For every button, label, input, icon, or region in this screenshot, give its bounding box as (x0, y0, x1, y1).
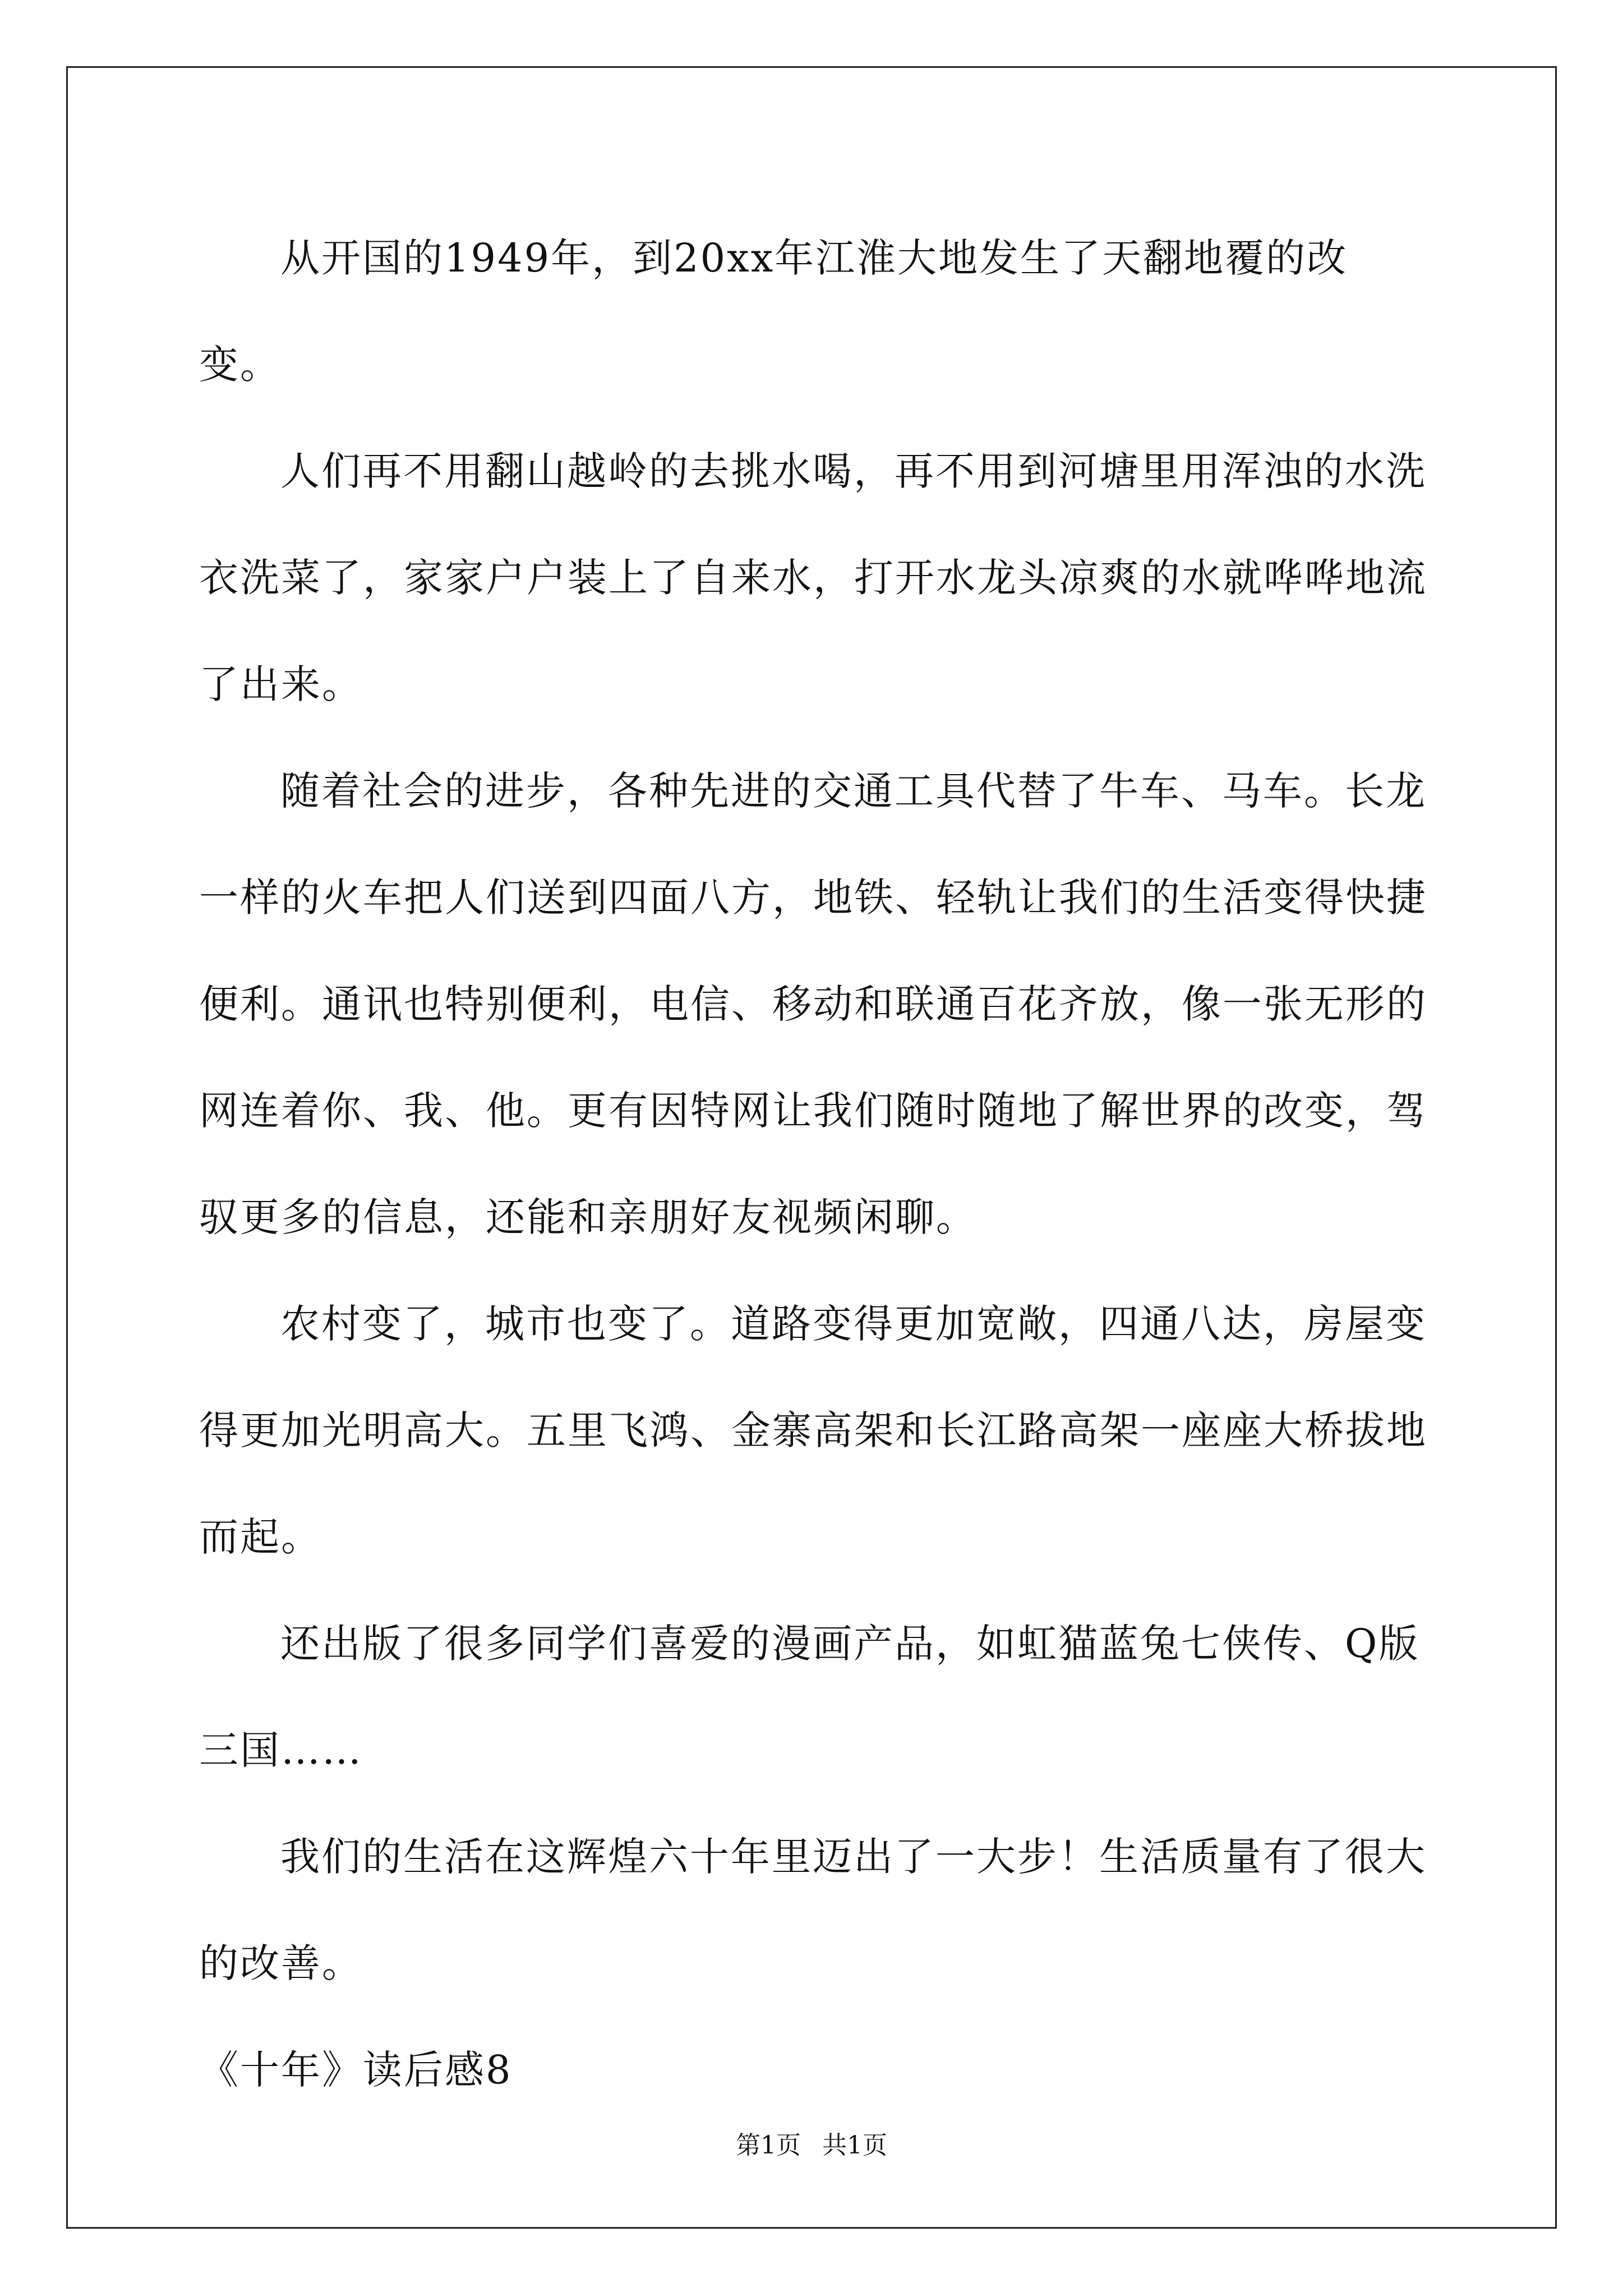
page-footer (0, 2129, 1623, 2162)
paragraph-1: 从开国的1949年，到20xx年江淮大地发生了天翻地覆的改变。 (199, 235, 1348, 388)
page-number-current: 第1页 (736, 2131, 801, 2160)
paragraph-2: 人们再不用翻山越岭的去挑水喝，再不用到河塘里用浑浊的水洗衣洗菜了，家家户户装上了自来水，打开水龙头凉爽的水就哗哗地流了出来。 (199, 448, 1427, 707)
paragraph-5: 还出版了很多同学们喜爱的漫画产品，如虹猫蓝兔七侠传、Q版三国…… (199, 1621, 1420, 1773)
paragraph-4: 农村变了，城市也变了。道路变得更加宽敞，四通八达，房屋变得更加光明高大。五里飞鸿、金寨高架和长江路高架一座座大桥拔地而起。 (199, 1301, 1427, 1560)
paragraph-6: 我们的生活在这辉煌六十年里迈出了一大步！生活质量有了很大的改善。 (199, 1834, 1427, 1986)
section-heading: 《十年》读后感8 (199, 2047, 513, 2093)
page-number-total: 共1页 (822, 2131, 887, 2160)
paragraph-3: 随着社会的进步，各种先进的交通工具代替了牛车、马车。长龙一样的火车把人们送到四面八方，地铁、轻轨让我们的生活变得快捷便利。通讯也特别便利，电信、移动和联通百花齐放，像一张无形的网连着你、我、他。更有因特网让我们随时随地了解世界的改变，驾驭更多的信息，还能和亲朋好友视频闲聊。 (199, 768, 1427, 1240)
document-body (199, 205, 1427, 2123)
